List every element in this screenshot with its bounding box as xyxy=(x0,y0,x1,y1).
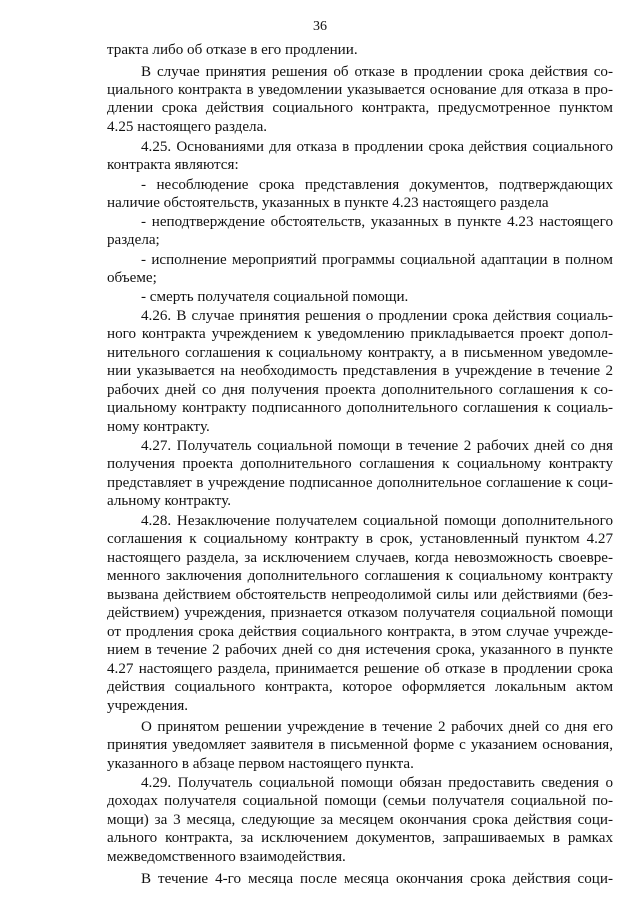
text-line: соглашения к социальному контракту в срок, установленный пунктом 4.27 xyxy=(107,531,613,547)
text-line: доходах получателя социальной помощи (семьи получателя социальной по- xyxy=(107,793,613,809)
text-line: действием) учреждения, признается отказом получателя социальной помощи xyxy=(107,605,613,621)
text-line: 4.25 настоящего раздела. xyxy=(107,119,268,135)
text-line: 4.26. В случае принятия решения о продлении срока действия социаль- xyxy=(141,308,613,324)
text-line: объеме; xyxy=(107,270,157,286)
text-line: 4.25. Основаниями для отказа в продлении срока действия социального xyxy=(141,139,613,155)
text-line: 4.27 настоящего раздела, принимается решение об отказе в продлении срока xyxy=(107,661,613,677)
text-line: контракта являются: xyxy=(107,157,239,173)
text-line: - несоблюдение срока представления документов, подтверждающих xyxy=(141,177,613,193)
text-line: ального контракта, за исключением документов, запрашиваемых в рамках xyxy=(107,830,613,846)
text-line: 4.27. Получатель социальной помощи в течение 2 рабочих дней со дня xyxy=(141,438,613,454)
text-line: длении срока действия социального контракта, предусмотренное пунктом xyxy=(107,100,613,116)
text-line: мощи) за 3 месяца, следующие за месяцем окончания срока действия соци- xyxy=(107,812,613,828)
text-line: тракта либо об отказе в его продлении. xyxy=(107,42,358,58)
text-line: 4.29. Получатель социальной помощи обязан предоставить сведения о xyxy=(141,775,613,791)
text-line: - смерть получателя социальной помощи. xyxy=(141,289,409,305)
text-line: указанного в абзаце первом настоящего пункта. xyxy=(107,756,414,772)
text-line: ному контракту. xyxy=(107,419,210,435)
text-line: менного заключения дополнительного соглашения к социальному контракту xyxy=(107,568,613,584)
text-line: 4.28. Незаключение получателем социальной помощи дополнительного xyxy=(141,513,613,529)
text-line: принятия уведомляет заявителя в письменной форме с указанием основания, xyxy=(107,737,613,753)
text-line: вызвана действием обстоятельств непреодолимой силы или действиями (без- xyxy=(107,587,613,603)
text-line: В течение 4-го месяца после месяца окончания срока действия соци- xyxy=(141,871,613,887)
text-line: от продления срока действия социального контракта, в этом случае учрежде- xyxy=(107,624,613,640)
text-line: В случае принятия решения об отказе в продлении срока действия со- xyxy=(141,64,613,80)
text-line: - неподтверждение обстоятельств, указанных в пункте 4.23 настоящего xyxy=(141,214,613,230)
text-line: циального контракта в уведомлении указывается основание для отказа в про- xyxy=(107,82,613,98)
page-number: 36 xyxy=(313,19,327,34)
text-line: межведомственного взаимодействия. xyxy=(107,849,346,865)
text-line: нии указывается на необходимость представления в учреждение в течение 2 xyxy=(107,363,613,379)
text-line: получения проекта дополнительного соглашения к социальному контракту xyxy=(107,456,613,472)
text-line: учреждения. xyxy=(107,698,189,714)
text-line: действия социального контракта, которое оформляется локальным актом xyxy=(107,679,613,695)
text-line: представляет в учреждение подписанное дополнительное соглашение к соци- xyxy=(107,475,613,491)
text-line: наличие обстоятельств, указанных в пункте 4.23 настоящего раздела xyxy=(107,195,549,211)
text-line: нительного соглашения к социальному контракту, а в письменном уведомле- xyxy=(107,345,613,361)
text-line: циальному контракту подписанного дополнительного соглашения к социаль- xyxy=(107,400,613,416)
text-line: нием в течение 2 рабочих дней со дня истечения срока, указанного в пункте xyxy=(107,642,613,658)
text-line: - исполнение мероприятий программы социальной адаптации в полном xyxy=(141,252,613,268)
text-line: рабочих дней со дня получения проекта дополнительного соглашения к со- xyxy=(107,382,613,398)
text-line: альному контракту. xyxy=(107,493,232,509)
text-line: О принятом решении учреждение в течение 2 рабочих дней со дня его xyxy=(141,719,613,735)
text-line: ного контракта учреждением к уведомлению прикладывается проект допол- xyxy=(107,326,613,342)
text-line: раздела; xyxy=(107,232,160,248)
text-line: настоящего раздела, за исключением случаев, когда невозможность своевре- xyxy=(107,550,613,566)
